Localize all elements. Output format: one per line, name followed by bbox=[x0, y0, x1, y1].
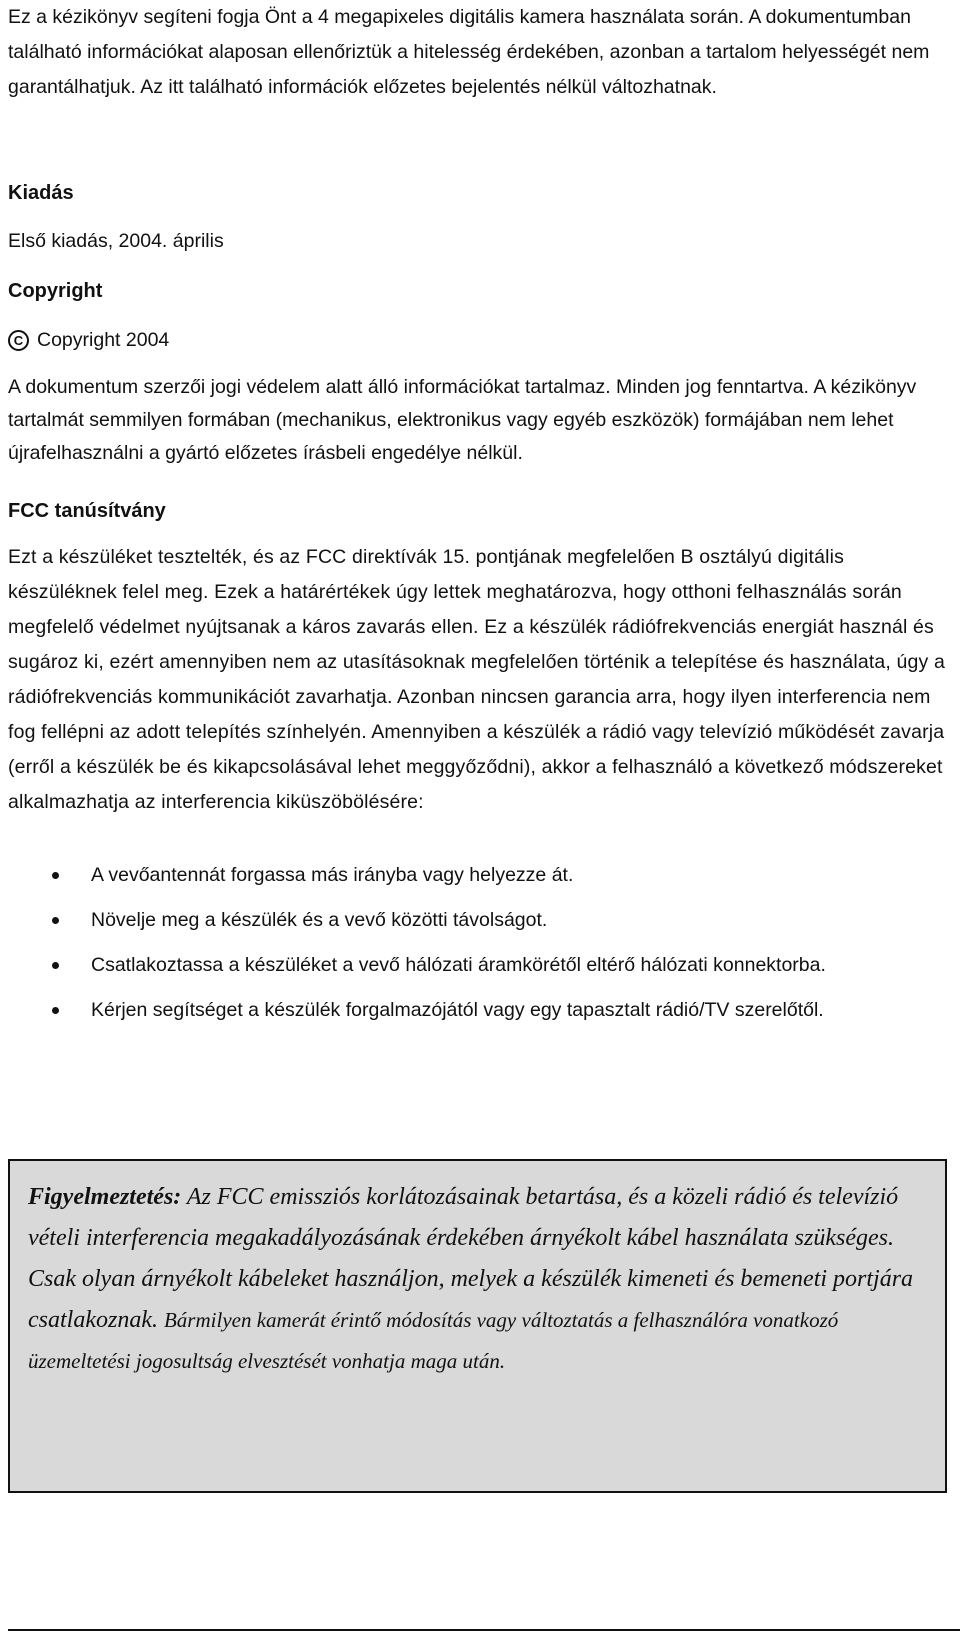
copyright-symbol-icon: C bbox=[8, 330, 29, 351]
list-item bbox=[8, 903, 908, 938]
footer-divider bbox=[8, 1629, 960, 1631]
copyright-heading: Copyright bbox=[8, 280, 103, 302]
warning-text-secondary: Bármilyen kamerát érintő módosítás vagy változtatás a felhasználóra vonatkozó üzemeltetési jogosultság elvesztését vonhatja maga után. bbox=[28, 1308, 839, 1373]
bullet-icon bbox=[52, 962, 59, 969]
warning-text: Az FCC emissziós korlátozásainak betartása, és a közeli rádió és televízió vételi interferencia megakadályozásának érdekében árnyékolt kábel használata szükséges. Csak olyan árnyékolt kábeleket használjon, melyek a készülék kimeneti és bemeneti portjára csatlakoznak. bbox=[28, 1184, 914, 1333]
warning-box bbox=[8, 1159, 947, 1493]
edition-heading: Kiadás bbox=[8, 182, 74, 204]
list-item-text: Csatlakoztassa a készüléket a vevő hálózati áramkörétől eltérő hálózati konnektorba. bbox=[91, 954, 826, 976]
fcc-body: Ezt a készüléket tesztelték, és az FCC direktívák 15. pontjának megfelelően B osztályú digitális készüléknek felel meg. Ezek a határértékek úgy lettek meghatározva, hogy otthoni felhasználás során megfelelő védelmet nyújtsanak a káros zavarás ellen. Ez a készülék rádiófrekvenciás energiát használ és sugároz ki, ezért amennyiben nem az utasításoknak megfelelően történik a telepítése és használata, úgy a rádiófrekvenciás kommunikációt zavarhatja. Azonban nincsen garancia arra, hogy ilyen interferencia nem fog fellépni az adott telepítés színhelyén. Amennyiben a készülék a rádió vagy televízió működését zavarja (erről a készülék be és kikapcsolásával lehet meggyőződni), akkor a felhasználó a következő módszereket alkalmazhatja az interferencia kiküszöbölésére: bbox=[8, 546, 945, 813]
list-item-text: A vevőantennát forgassa más irányba vagy helyezze át. bbox=[91, 864, 574, 886]
list-item-text: Kérjen segítséget a készülék forgalmazójától vagy egy tapasztalt rádió/TV szerelőtől. bbox=[91, 999, 824, 1021]
warning-label: Figyelmeztetés: bbox=[28, 1184, 182, 1210]
bullet-icon bbox=[52, 872, 59, 879]
fcc-heading: FCC tanúsítvány bbox=[8, 500, 166, 522]
list-item bbox=[8, 948, 908, 983]
copyright-line-text: Copyright 2004 bbox=[37, 329, 170, 351]
list-item bbox=[8, 858, 908, 893]
interference-measures-list bbox=[8, 858, 908, 1038]
bullet-icon bbox=[52, 1007, 59, 1014]
intro-paragraph: Ez a kézikönyv segíteni fogja Önt a 4 megapixeles digitális kamera használata során. A dokumentumban található információkat alaposan ellenőriztük a hitelesség érdekében, azonban a tartalom helyességét nem garantálhatjuk. Az itt található információk előzetes bejelentés nélkül változhatnak. bbox=[8, 6, 930, 98]
list-item bbox=[8, 993, 908, 1028]
copyright-body: A dokumentum szerzői jogi védelem alatt álló információkat tartalmaz. Minden jog fenntartva. A kézikönyv tartalmát semmilyen formában (mechanikus, elektronikus vagy egyéb eszközök) formájában nem lehet újrafelhasználni a gyártó előzetes írásbeli engedélye nélkül. bbox=[8, 376, 917, 464]
edition-text: Első kiadás, 2004. április bbox=[8, 230, 224, 252]
copyright-line bbox=[8, 323, 169, 358]
list-item-text: Növelje meg a készülék és a vevő közötti távolságot. bbox=[91, 909, 548, 931]
bullet-icon bbox=[52, 917, 59, 924]
